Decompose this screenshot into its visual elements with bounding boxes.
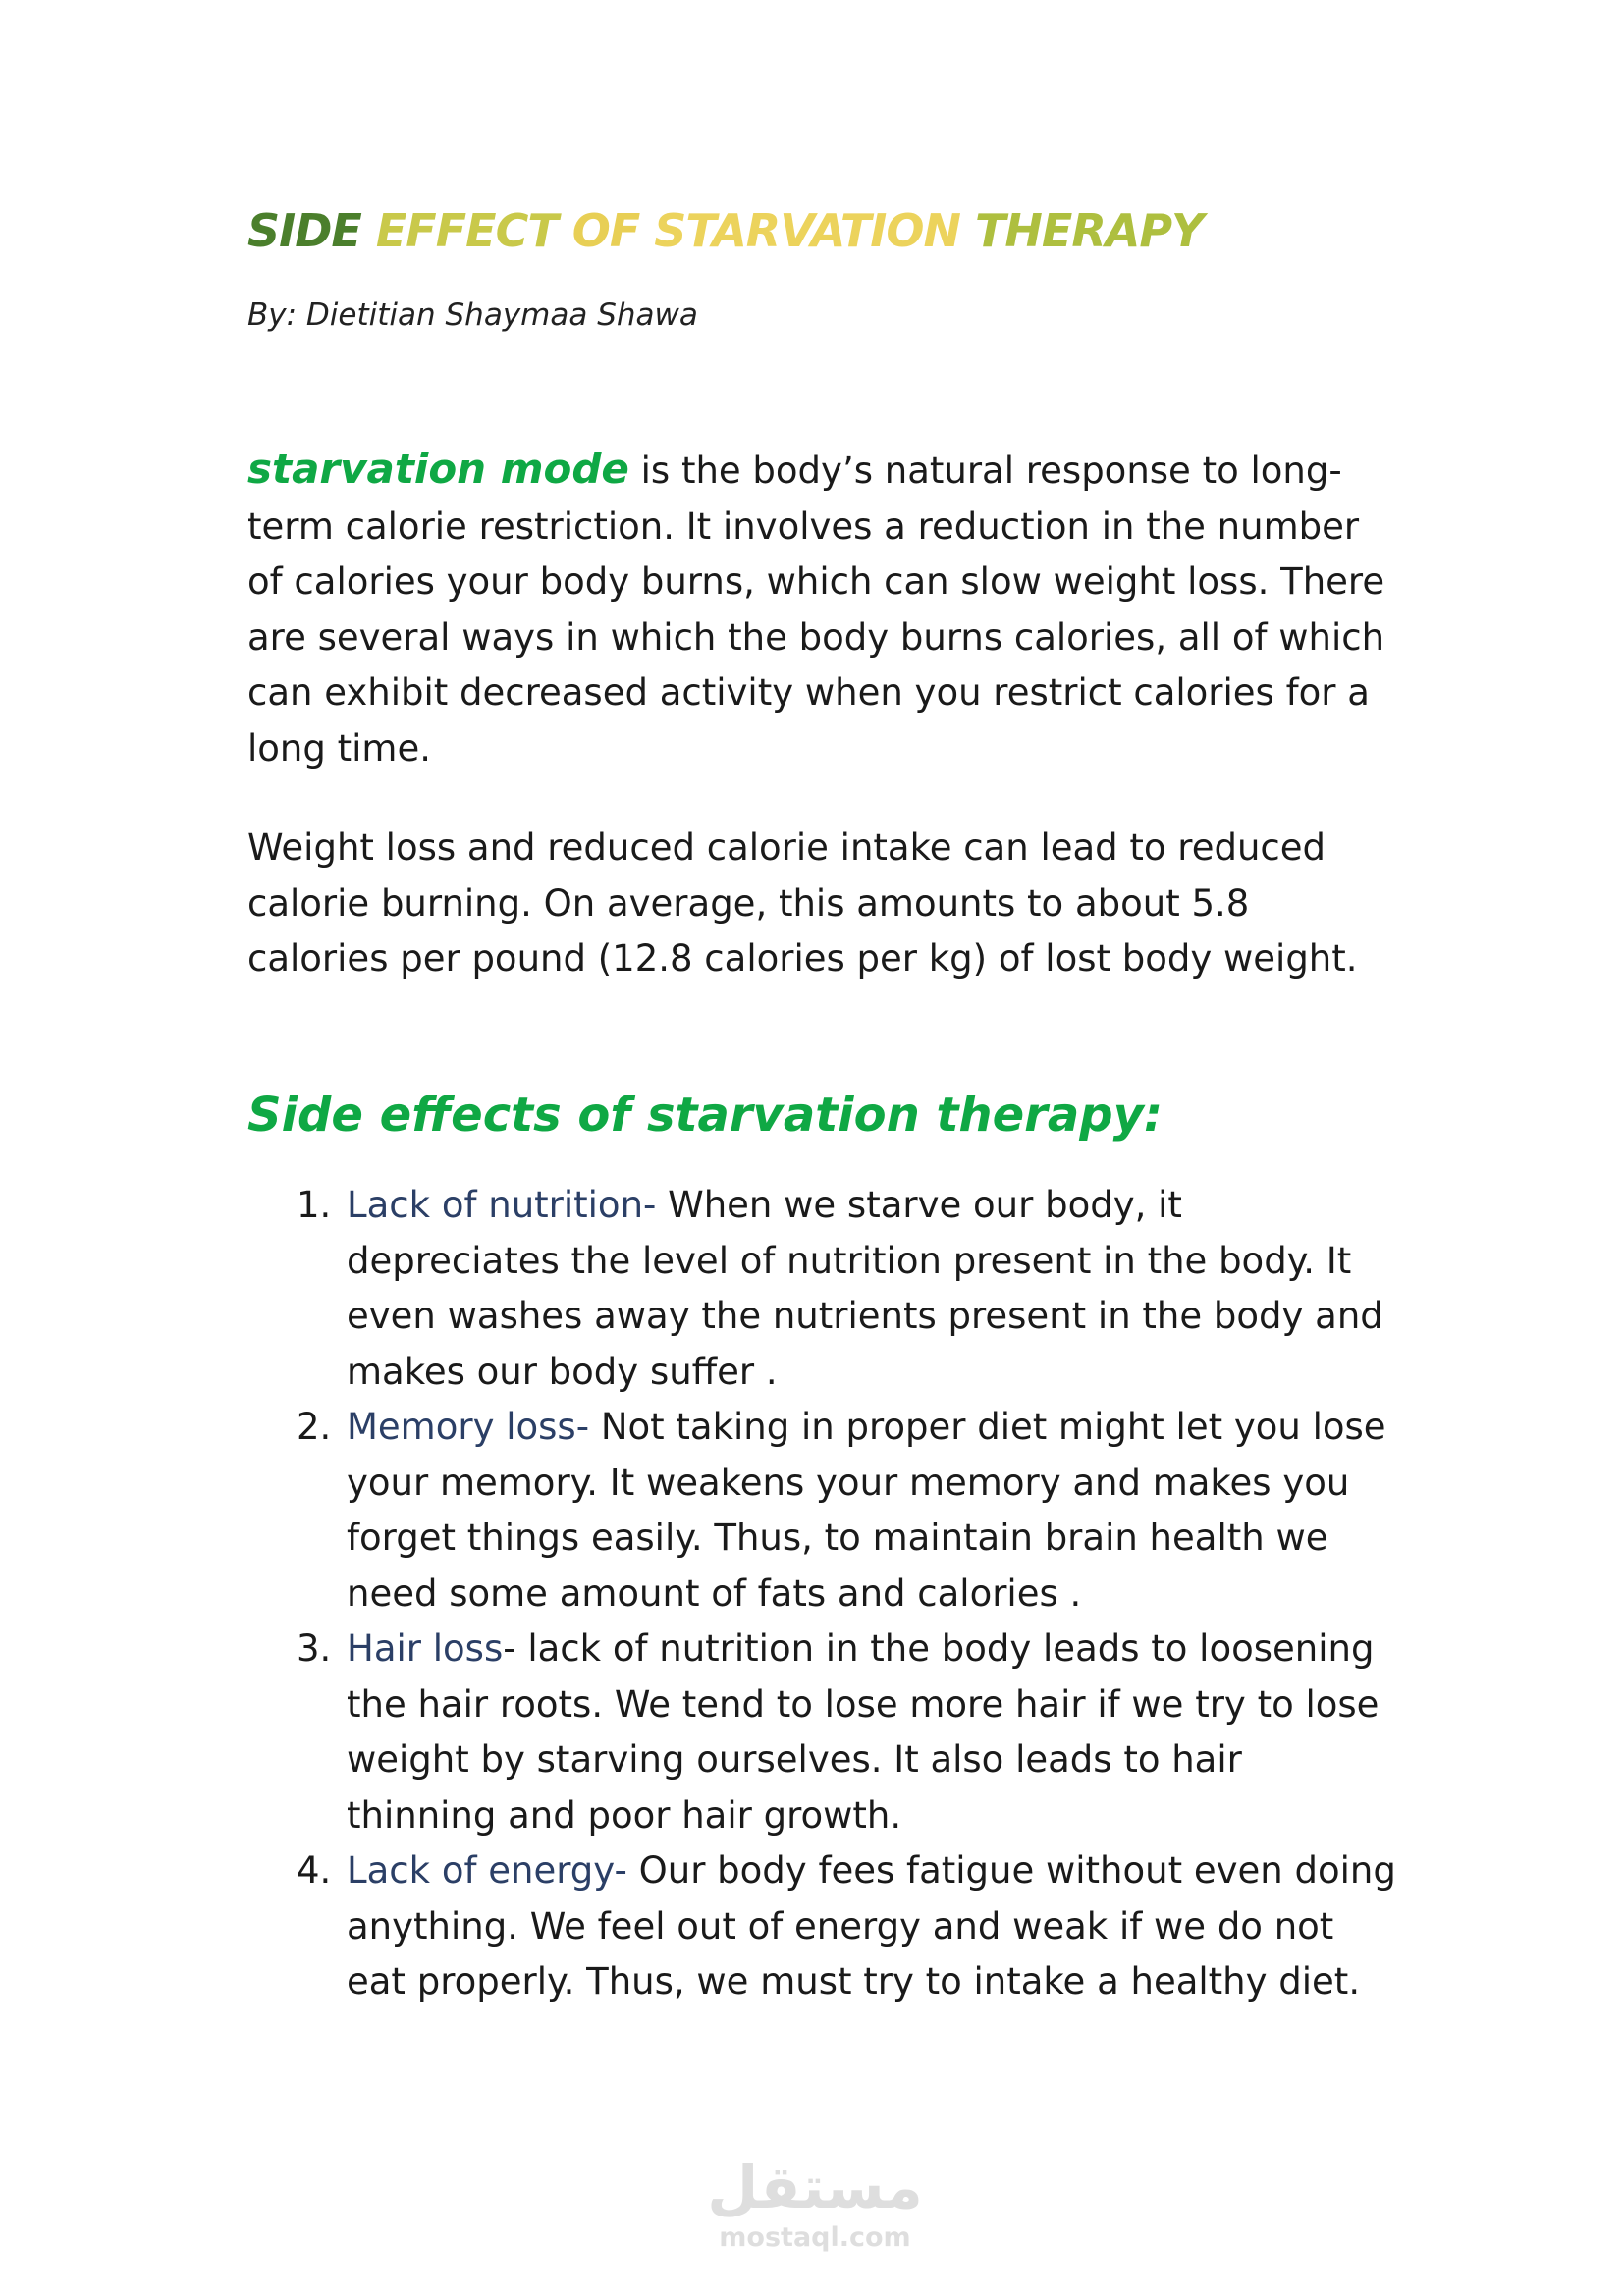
list-item-number: 2.: [297, 1406, 332, 1448]
list-item: [247, 1178, 1396, 1400]
list-item-number: 4.: [297, 1849, 332, 1892]
list-item-name: Hair loss: [347, 1628, 504, 1670]
document-title: [247, 204, 1203, 257]
list-item-name: Lack of energy-: [347, 1849, 627, 1892]
section-heading: Side effects of starvation therapy:: [247, 1088, 1164, 1143]
mostaql-watermark: [687, 2156, 943, 2283]
side-effects-list: [247, 1178, 1396, 2010]
intro-paragraph: [247, 442, 1396, 776]
intro-text: is the body’s natural response to long-term calorie restriction. It involves a reduction in the number of calories your body burns, which can slow weight loss. There are several ways in which the body burns calories, all of which can exhibit decreased activity when you restrict calories for a long time.: [247, 450, 1385, 770]
list-item-number: 1.: [297, 1184, 332, 1226]
list-item-name: Memory loss-: [347, 1406, 590, 1448]
title-word-side: SIDE: [247, 204, 361, 257]
author-byline: By: Dietitian Shaymaa Shawa: [247, 297, 698, 333]
title-word-effect: EFFECT: [375, 204, 558, 257]
title-word-therapy: THERAPY: [975, 204, 1204, 257]
list-item-text: When we starve our body, it depreciates the level of nutrition present in the body. It even washes away the nutrients present in the body and makes our body suffer .: [347, 1184, 1383, 1393]
list-item-name: Lack of nutrition-: [347, 1184, 657, 1226]
title-word-starvation: STARVATION: [654, 204, 960, 257]
list-item: [247, 1622, 1396, 1843]
list-item-text: - lack of nutrition in the body leads to loosening the hair roots. We tend to lose more hair if we try to lose weight by starving ourselves. It also leads to hair thinning and poor hair growth.: [347, 1628, 1380, 1837]
intro-term: starvation mode: [247, 445, 629, 493]
list-item: [247, 1400, 1396, 1622]
list-item: [247, 1843, 1396, 2010]
weight-loss-paragraph: Weight loss and reduced calorie intake can lead to reduced calorie burning. On average, this amounts to about 5.8 calories per pound (12.8 calories per kg) of lost body weight.: [247, 827, 1358, 980]
list-item-text: Our body fees fatigue without even doing anything. We feel out of energy and weak if we do not eat properly. Thus, we must try to intake a healthy diet.: [347, 1849, 1396, 2002]
list-item-number: 3.: [297, 1628, 332, 1670]
title-word-of: OF: [571, 204, 640, 257]
list-item-text: Not taking in proper diet might let you lose your memory. It weakens your memory and makes you forget things easily. Thus, to maintain brain health we need some amount of fats and calories .: [347, 1406, 1386, 1615]
watermark-domain: mostaql.com: [719, 2222, 911, 2253]
watermark-arabic-logo: مستقل: [707, 2154, 923, 2222]
